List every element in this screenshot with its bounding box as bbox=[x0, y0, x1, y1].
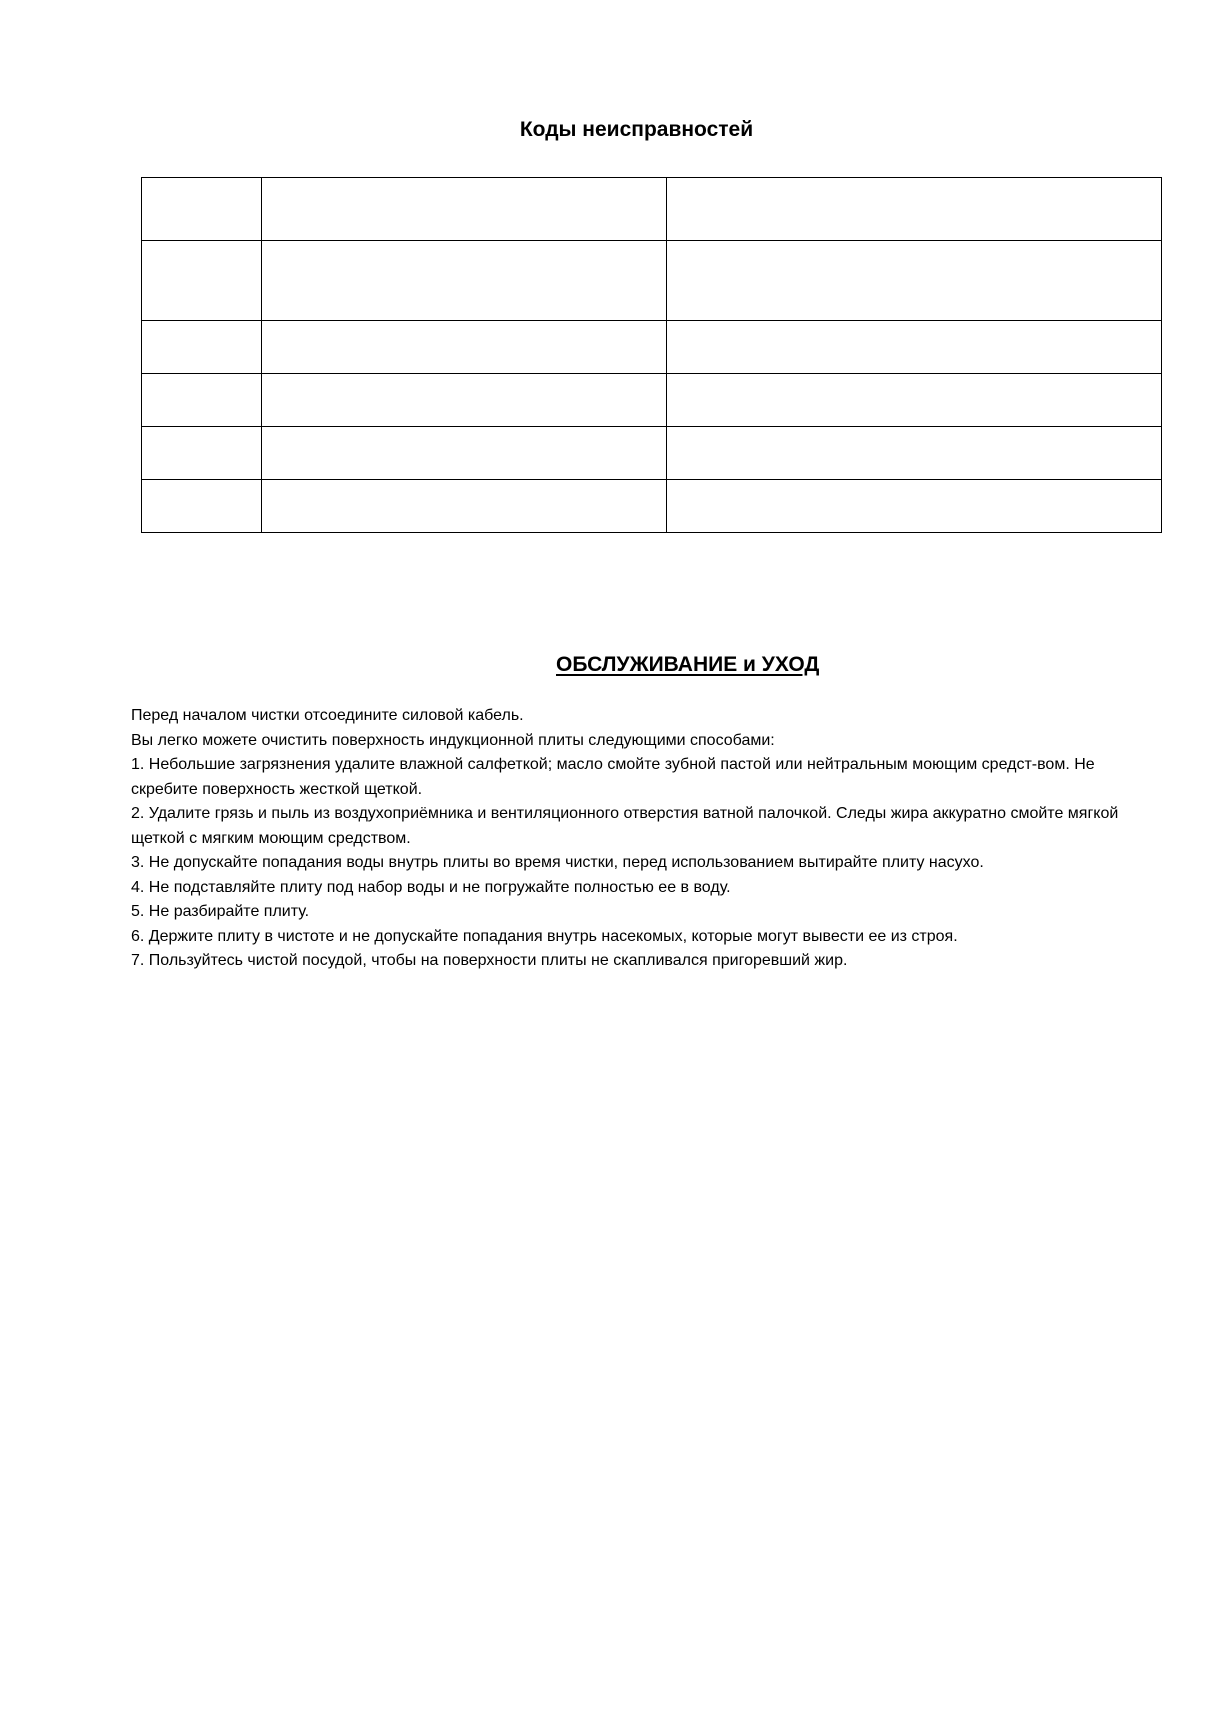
solution-cell bbox=[667, 427, 1162, 480]
code-cell bbox=[142, 427, 262, 480]
code-cell bbox=[142, 241, 262, 321]
fault-codes-title: Коды неисправностей bbox=[519, 118, 754, 141]
code-cell bbox=[142, 374, 262, 427]
code-cell bbox=[142, 321, 262, 374]
cause-cell bbox=[262, 321, 667, 374]
care-instructions bbox=[131, 704, 1161, 974]
care-lead: Вы легко можете очистить поверхность индукционной плиты следующими способами: bbox=[131, 731, 775, 749]
care-item: 7. Пользуйтесь чистой посудой, чтобы на поверхности плиты не скапливался пригоревший жир. bbox=[131, 952, 848, 969]
table-row bbox=[142, 427, 1162, 480]
care-item: 6. Держите плиту в чистоте и не допускайте попадания внутрь насекомых, которые могут вывести ее из строя. bbox=[131, 927, 958, 945]
table-row bbox=[142, 374, 1162, 427]
care-item: 5. Не разбирайте плиту. bbox=[131, 903, 310, 920]
solution-cell bbox=[667, 241, 1162, 321]
solution-cell bbox=[667, 480, 1162, 533]
fault-codes-table bbox=[141, 177, 1162, 533]
table-row bbox=[142, 178, 1162, 241]
cause-cell bbox=[262, 178, 667, 241]
care-item: 3. Не допускайте попадания воды внутрь плиты во время чистки, перед использованием вытирайте плиту насухо. bbox=[131, 854, 984, 871]
table-row bbox=[142, 321, 1162, 374]
care-intro: Перед началом чистки отсоедините силовой кабель. bbox=[131, 707, 524, 724]
table-row bbox=[142, 241, 1162, 321]
table-row bbox=[142, 480, 1162, 533]
code-cell bbox=[142, 480, 262, 533]
care-item: 2. Удалите грязь и пыль из воздухоприёмника и вентиляционного отверстия ватной палочкой. Следы жира аккуратно смойте мягкой щеткой с мягким моющим средством. bbox=[131, 805, 1119, 847]
care-item: 1. Небольшие загрязнения удалите влажной салфеткой; масло смойте зубной пастой или нейтральным моющим средст-вом. Не скребите поверхность жесткой щеткой. bbox=[131, 756, 1095, 798]
care-title: ОБСЛУЖИВАНИЕ и УХОД bbox=[556, 653, 820, 676]
code-cell bbox=[142, 178, 262, 241]
cause-cell bbox=[262, 374, 667, 427]
care-item: 4. Не подставляйте плиту под набор воды и не погружайте полностью ее в воду. bbox=[131, 878, 731, 896]
solution-cell bbox=[667, 374, 1162, 427]
solution-cell bbox=[667, 321, 1162, 374]
solution-cell bbox=[667, 178, 1162, 241]
cause-cell bbox=[262, 427, 667, 480]
cause-cell bbox=[262, 480, 667, 533]
cause-cell bbox=[262, 241, 667, 321]
